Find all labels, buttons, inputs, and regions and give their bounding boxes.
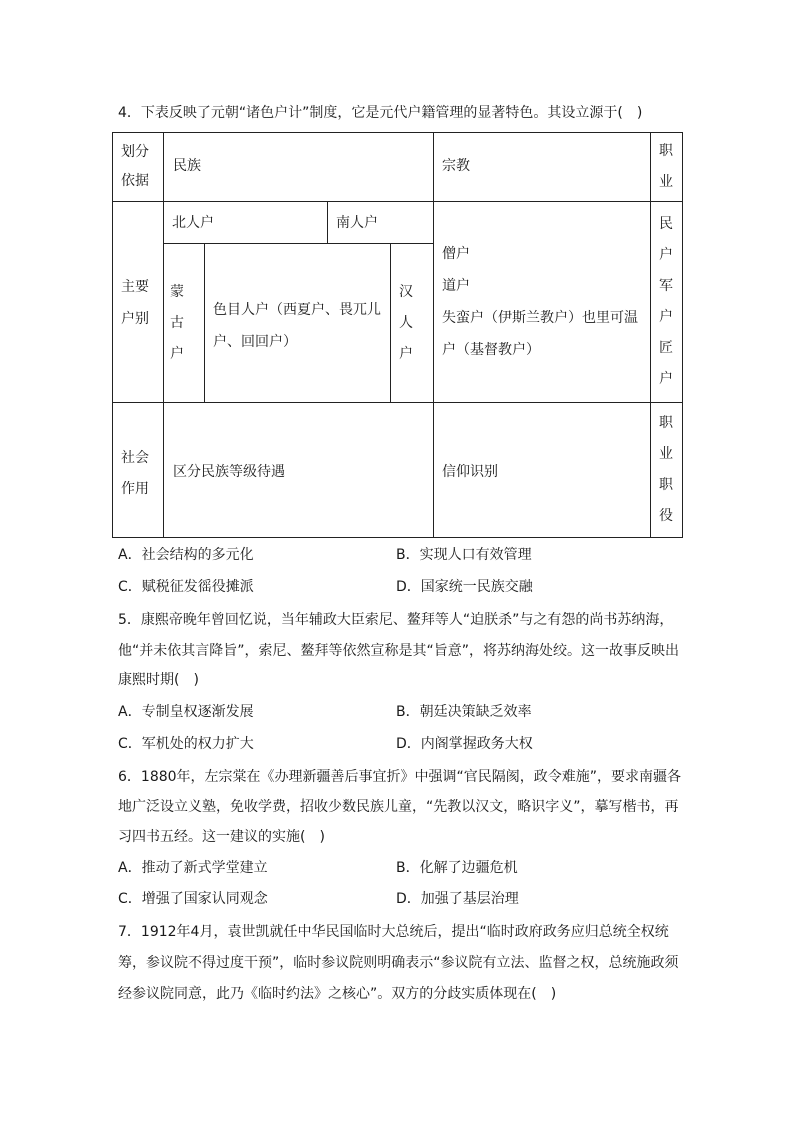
header-basis-line2: 依据	[121, 173, 149, 189]
header-basis-line1: 划分	[121, 144, 149, 160]
occupation-char: 民	[659, 216, 673, 232]
ethnic-role: 区分民族等级待遇	[173, 464, 285, 480]
header-occupation-char: 职	[659, 143, 673, 159]
religion-line2: 道户	[442, 278, 470, 294]
occupation-char: 户	[659, 247, 673, 263]
header-religion: 宗教	[442, 158, 470, 174]
occupation-char: 户	[659, 309, 673, 325]
q7-line1: 7．1912年4月，袁世凯就任中华民国临时大总统后，提出“临时政府政务应归总统全权统	[118, 924, 669, 940]
religion-line1: 僧户	[442, 246, 470, 262]
q5-line2: 他“并未依其言降旨”，索尼、鳌拜等依然宣称是其“旨意”，将苏纳海处绞。这一故事反映出	[118, 643, 680, 659]
q4-option-a[interactable]: A．社会结构的多元化	[118, 547, 254, 563]
han-households	[396, 277, 416, 370]
q4-option-d[interactable]: D．国家统一民族交融	[396, 579, 533, 595]
q6-option-b[interactable]: B．化解了边疆危机	[396, 860, 518, 876]
north-households: 北人户	[172, 215, 214, 231]
occupation-char: 户	[659, 371, 673, 387]
han-char: 户	[399, 346, 413, 362]
q6-line1: 6．1880年，左宗棠在《办理新疆善后事宜折》中强调“官民隔阂，政令难施”，要求南疆各	[118, 769, 682, 785]
main-type-line1: 主要	[121, 279, 149, 295]
mongol-char: 户	[170, 346, 184, 362]
q7-line2: 筹，参议院不得过度干预”，临时参议院则明确表示“参议院有立法、监督之权，总统施政须	[118, 955, 679, 971]
occupation-role-char: 业	[659, 446, 673, 462]
q6-option-c[interactable]: C．增强了国家认同观念	[118, 891, 268, 907]
semu-line2: 户、回回户）	[213, 334, 297, 350]
occupation-role-char: 役	[659, 508, 673, 524]
q6-option-a[interactable]: A．推动了新式学堂建立	[118, 860, 268, 876]
q5-line1: 5．康熙帝晚年曾回忆说，当年辅政大臣索尼、鳌拜等人“迫朕杀”与之有怨的尚书苏纳海，	[118, 612, 674, 628]
question-4-stem: 4．下表反映了元朝“诸色户计”制度，它是元代户籍管理的显著特色。其设立源于( )	[118, 105, 643, 121]
header-occupation	[656, 136, 676, 198]
q5-option-b[interactable]: B．朝廷决策缺乏效率	[396, 704, 532, 720]
q5-option-a[interactable]: A．专制皇权逐渐发展	[118, 704, 254, 720]
occupation-char: 匠	[659, 340, 673, 356]
q6-line2: 地广泛设立义塾，免收学费，招收少数民族儿童，“先教以汉文，略识字义”，摹写楷书，再	[118, 799, 679, 815]
religion-role: 信仰识别	[442, 464, 498, 480]
q7-line3: 经参议院同意，此乃《临时约法》之核心”。双方的分歧实质体现在( )	[118, 986, 557, 1002]
q4-option-c[interactable]: C．赋税征发徭役摊派	[118, 579, 254, 595]
occupation-char: 军	[659, 278, 673, 294]
q5-line3: 康熙时期( )	[118, 672, 199, 688]
q4-option-b[interactable]: B．实现人口有效管理	[396, 547, 532, 563]
mongol-households	[167, 277, 187, 370]
south-households: 南人户	[336, 215, 378, 231]
q6-option-d[interactable]: D．加强了基层治理	[396, 891, 519, 907]
occupation-households	[656, 209, 676, 395]
mongol-char: 蒙	[170, 284, 184, 300]
occupation-role-char: 职	[659, 477, 673, 493]
religion-line4: 户（基督教户）	[442, 342, 540, 358]
social-role-line2: 作用	[121, 481, 149, 497]
q5-option-c[interactable]: C．军机处的权力扩大	[118, 736, 254, 752]
header-occupation-char: 业	[659, 174, 673, 190]
occupation-role-char: 职	[659, 415, 673, 431]
han-char: 汉	[399, 284, 413, 300]
q6-line3: 习四书五经。这一建议的实施( )	[118, 829, 325, 845]
religion-line3: 失蛮户（伊斯兰教户）也里可温	[442, 310, 638, 326]
occupation-role	[656, 408, 676, 532]
social-role-line1: 社会	[121, 450, 149, 466]
mongol-char: 古	[170, 315, 184, 331]
han-char: 人	[399, 315, 413, 331]
main-type-line2: 户别	[121, 311, 149, 327]
semu-line1: 色目人户（西夏户、畏兀儿	[213, 302, 381, 318]
q5-option-d[interactable]: D．内阁掌握政务大权	[396, 736, 533, 752]
header-ethnic: 民族	[173, 158, 201, 174]
